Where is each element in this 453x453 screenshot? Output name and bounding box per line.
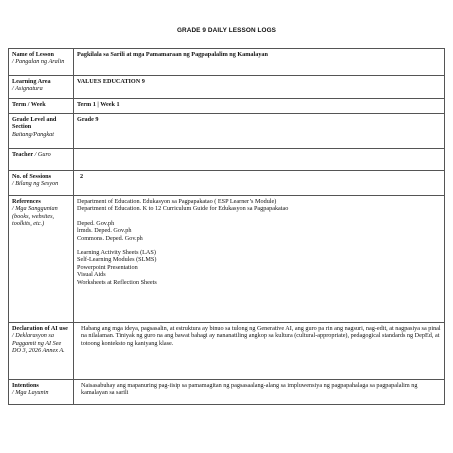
term-label: Term / Week: [12, 101, 46, 108]
intentions-label: Intentions: [12, 382, 39, 389]
grade-label: Grade Level and Section: [12, 116, 57, 131]
lesson-label-cell: [9, 49, 74, 76]
intentions-value: [74, 380, 445, 405]
sessions-row: [9, 171, 445, 196]
references-label-cell: [9, 196, 74, 323]
learning-area-sublabel: / Asignatura: [12, 85, 43, 93]
term-row: [9, 99, 445, 114]
reference-item: Self-Learning Modules (SLMS): [77, 256, 157, 264]
ai-label-cell: [9, 323, 74, 380]
lesson-sublabel: / Pangalan ng Aralin: [12, 58, 65, 66]
sessions-number: 2: [80, 173, 84, 180]
grade-label-cell: [9, 114, 74, 149]
reference-item: Worksheets at Reflection Sheets: [77, 278, 157, 286]
learning-area-label-cell: [9, 76, 74, 99]
lesson-log-table: [8, 48, 445, 405]
intentions-sublabel: / Mga Layunin: [12, 389, 49, 397]
ai-value: [74, 323, 445, 380]
lesson-label: Name of Lesson: [12, 51, 54, 58]
reference-item: Powerpoint Presentation: [77, 263, 138, 271]
page-title: GRADE 9 DAILY LESSON LOGS: [176, 27, 277, 34]
learning-area-row: [9, 76, 445, 99]
teacher-sublabel: / Guro: [34, 151, 51, 158]
references-row: [9, 196, 445, 323]
term-label-cell: [9, 99, 74, 114]
grade-row: [9, 114, 445, 149]
reference-item: Learning Activity Sheets (LAS): [77, 249, 156, 257]
intentions-label-cell: [9, 380, 74, 405]
teacher-label-cell: [9, 149, 74, 171]
references-sublabel: / Mga Sanggunian (books, websites, toolkits, etc.): [12, 205, 58, 228]
sessions-sublabel: / Bilang ng Sesyon: [12, 180, 59, 188]
teacher-label: Teacher: [12, 151, 34, 158]
reference-item: Department of Education. K to 12 Curriculum Guide for Edukasyon sa Pagpapakatao: [77, 205, 289, 213]
learning-area-value: VALUES EDUCATION 9: [74, 76, 445, 99]
sessions-label: No. of Sessions: [12, 173, 52, 180]
teacher-value: [74, 149, 445, 171]
ai-sublabel: / Deklarasyon sa Paggamit ng AI See DO 3, 2026 Annex A.: [12, 332, 65, 355]
reference-item: Deped. Gov.ph: [77, 219, 115, 227]
lesson-row: [9, 49, 445, 76]
sessions-value: [74, 171, 445, 196]
learning-area-label: Learning Area: [12, 78, 51, 85]
intentions-row: [9, 380, 445, 405]
ai-declaration-text: Habang ang mga ideya, pagsasalin, at estruktura ay binuo sa tulong ng Generative AI, ang guro pa rin ang nagsuri, nag-edit, at nagpasiya sa pinal na nilalaman. Tiniyak ng guro na ang bawat bahagi ay nananatiling angkop sa kultura (cultural-appropriate), pedagogical standards ng DepEd, at totoong konteksto ng kaniyang klase.: [81, 325, 441, 347]
reference-item: Commons. Deped. Gov.ph: [77, 234, 143, 242]
reference-item: Department of Education. Edukasyon sa Pagpapakatao ( ESP Learner’s Module): [77, 198, 277, 205]
sessions-label-cell: [9, 171, 74, 196]
ai-declaration-row: [9, 323, 445, 380]
lesson-value: Pagkilala sa Sarili at mga Pamamaraan ng Pagpapalalim ng Kamalayan: [74, 49, 445, 76]
grade-value: Grade 9: [74, 114, 445, 149]
references-value: [74, 196, 445, 323]
ai-label: Declaration of AI use: [12, 325, 68, 332]
term-value: Term 1 | Week 1: [74, 99, 445, 114]
grade-sublabel: Baitang/Pangkat: [12, 130, 54, 138]
references-label: References: [12, 198, 41, 205]
reference-item: Visual Aids: [77, 271, 106, 279]
intentions-text: Naisasabuhay ang mapanuring pag-iisip sa pamamagitan ng pagsasaalang-alang sa impluwensiya ng pagpapahalaga sa pagpapalalim ng kamalayan sa sarili: [81, 382, 418, 397]
reference-item: lrmds. Deped. Gov.ph: [77, 227, 132, 235]
teacher-row: [9, 149, 445, 171]
